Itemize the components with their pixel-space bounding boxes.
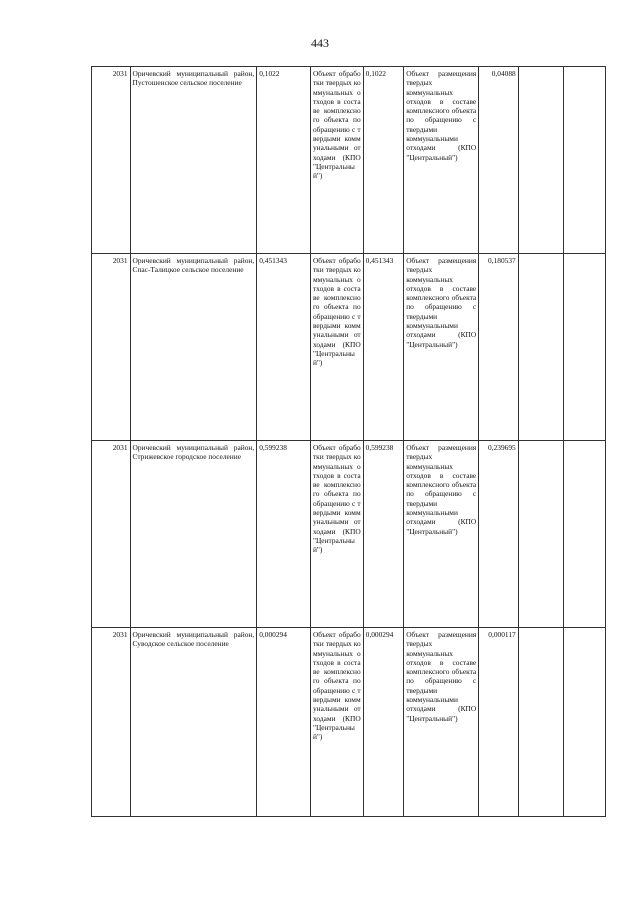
placement-volume-cell: 0,000117 [479, 628, 519, 817]
placement-volume-cell: 0,239695 [479, 441, 519, 628]
municipality-cell: Оричевский муниципальный район, Пустошенское сельское поселение [130, 67, 257, 254]
empty-cell [518, 628, 564, 817]
volume-cell: 0,1022 [257, 67, 311, 254]
year-cell: 2031 [92, 628, 131, 817]
page-number: 443 [311, 36, 329, 50]
empty-cell [518, 441, 564, 628]
placement-object-cell: Объект размещения твердых коммунальных отходов в составе комплексного объекта по обращению с твердыми коммунальными отходами (КПО "Центральный") [404, 628, 479, 817]
municipality-cell: Оричевский муниципальный район, Спас-Талицкое сельское поселение [130, 254, 257, 441]
empty-cell [564, 628, 606, 817]
processing-object-cell: Объект обработки твердых коммунальных отходов в составе комплексного объекта по обращению с твердыми коммунальными отходами (КПО "Центральный") [310, 441, 363, 628]
processing-volume-cell: 0,599238 [363, 441, 404, 628]
table-row [92, 67, 606, 254]
waste-flow-table [91, 66, 606, 817]
year-cell: 2031 [92, 254, 131, 441]
municipality-cell: Оричевский муниципальный район, Суводское сельское поселение [130, 628, 257, 817]
empty-cell [564, 441, 606, 628]
placement-volume-cell: 0,180537 [479, 254, 519, 441]
placement-object-cell: Объект размещения твердых коммунальных отходов в составе комплексного объекта по обращению с твердыми коммунальными отходами (КПО "Центральный") [404, 67, 479, 254]
processing-volume-cell: 0,451343 [363, 254, 404, 441]
processing-object-cell: Объект обработки твердых коммунальных отходов в составе комплексного объекта по обращению с твердыми коммунальными отходами (КПО "Центральный") [310, 628, 363, 817]
year-cell: 2031 [92, 67, 131, 254]
year-cell: 2031 [92, 441, 131, 628]
processing-object-cell: Объект обработки твердых коммунальных отходов в составе комплексного объекта по обращению с твердыми коммунальными отходами (КПО "Центральный") [310, 254, 363, 441]
empty-cell [564, 254, 606, 441]
table-row [92, 628, 606, 817]
volume-cell: 0,451343 [257, 254, 311, 441]
placement-volume-cell: 0,04088 [479, 67, 519, 254]
empty-cell [564, 67, 606, 254]
processing-object-cell: Объект обработки твердых коммунальных отходов в составе комплексного объекта по обращению с твердыми коммунальными отходами (КПО "Центральный") [310, 67, 363, 254]
table-row [92, 254, 606, 441]
processing-volume-cell: 0,1022 [363, 67, 404, 254]
volume-cell: 0,599238 [257, 441, 311, 628]
placement-object-cell: Объект размещения твердых коммунальных отходов в составе комплексного объекта по обращению с твердыми коммунальными отходами (КПО "Центральный") [404, 441, 479, 628]
table-row [92, 441, 606, 628]
empty-cell [518, 67, 564, 254]
municipality-cell: Оричевский муниципальный район, Стрижевское городское поселение [130, 441, 257, 628]
empty-cell [518, 254, 564, 441]
placement-object-cell: Объект размещения твердых коммунальных отходов в составе комплексного объекта по обращению с твердыми коммунальными отходами (КПО "Центральный") [404, 254, 479, 441]
processing-volume-cell: 0,000294 [363, 628, 404, 817]
volume-cell: 0,000294 [257, 628, 311, 817]
